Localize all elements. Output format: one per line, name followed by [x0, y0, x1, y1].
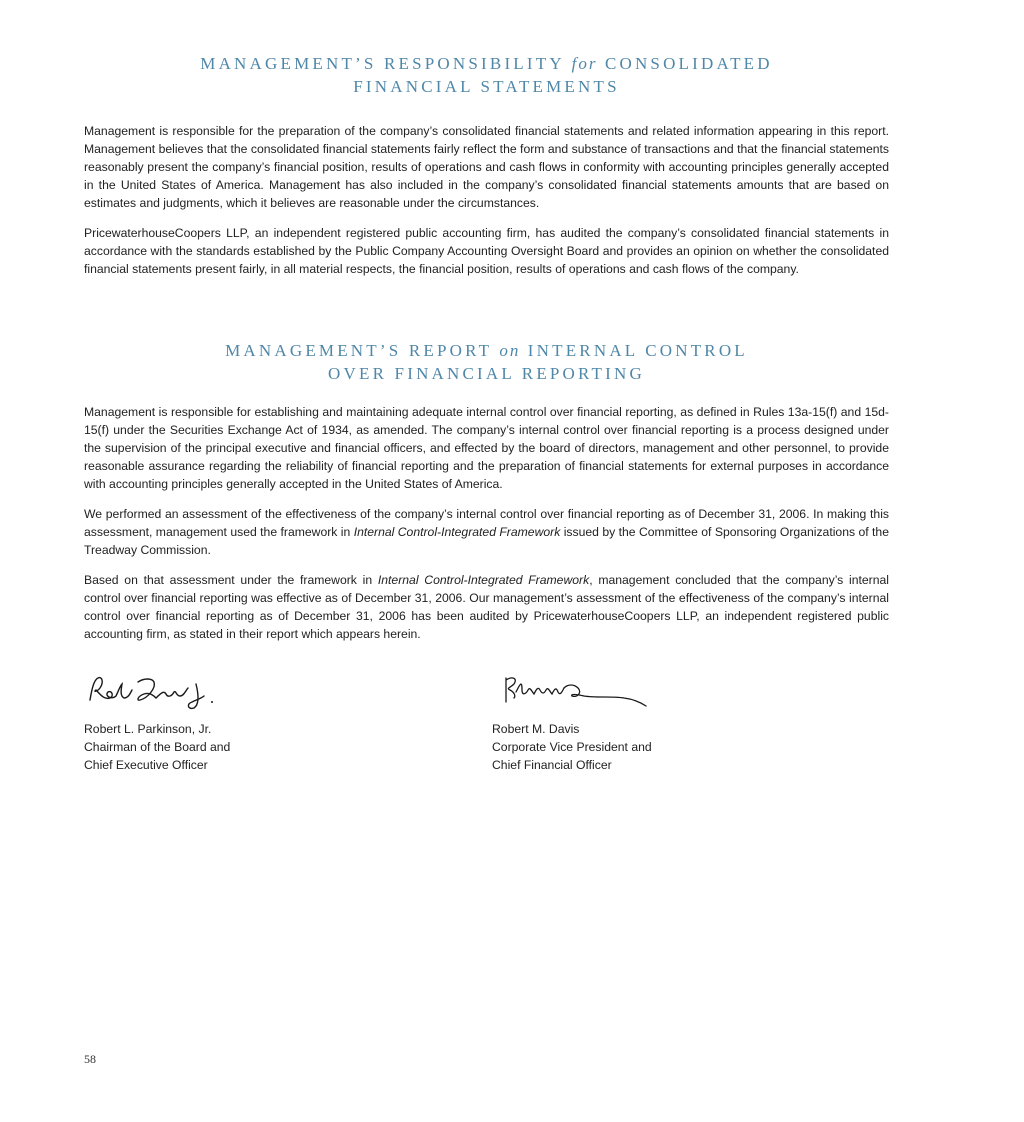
section2-paragraph-2 [84, 505, 889, 559]
signature-block-ceo [84, 670, 384, 774]
section1-heading-connector: for [571, 54, 598, 73]
section2-paragraph-2-text-a: We performed an assessment of the effectiveness of the company’s internal control over financial reporting as of December 31, 2006. In making this assessment, management used the framework in [84, 507, 889, 539]
signatory-title-line1: Chairman of the Board and [84, 740, 231, 754]
signatory-title-line2: Chief Executive Officer [84, 758, 208, 772]
section1-heading-part-b: CONSOLIDATED [604, 54, 773, 73]
signature-block-cfo [492, 670, 792, 774]
section2-paragraph-3-text-b: , management concluded that the company’s internal control over financial reporting was effective as of December 31, 2006. Our management’s assessment of the effectiveness of the company’s internal control over financial reporting as of December 31, 2006 has been audited by PricewaterhouseCoopers LLP, an independent registered public accounting firm, as stated in their report which appears herein. [84, 573, 889, 641]
section2-heading-part-a: MANAGEMENT’S REPORT [225, 341, 492, 360]
signatory-title-line1: Corporate Vice President and [492, 740, 652, 754]
signature-image-cfo [492, 670, 652, 712]
section2-heading-line1 [84, 339, 889, 362]
signatory-name: Robert M. Davis [492, 722, 580, 736]
signature-text-cfo [492, 720, 792, 774]
signatory-title-line2: Chief Financial Officer [492, 758, 612, 772]
section1-heading-line1 [84, 52, 889, 75]
section1-paragraph-2: PricewaterhouseCoopers LLP, an independent registered public accounting firm, has audited the company’s consolidated financial statements in accordance with the standards established by the Public Company Accounting Oversight Board and provides an opinion on whether the consolidated financial statements present fairly, in all material respects, the financial position, results of operations and cash flows of the company. [84, 226, 889, 276]
signature-image-ceo [84, 670, 224, 712]
section1-heading-line2: FINANCIAL STATEMENTS [353, 77, 620, 96]
framework-title-italic: Internal Control-Integrated Framework [353, 525, 561, 539]
section2-paragraph-2-text-b: issued by the Committee of Sponsoring Organizations of the Treadway Commission. [84, 525, 889, 557]
section2-heading-line2: OVER FINANCIAL REPORTING [328, 364, 645, 383]
signatory-name: Robert L. Parkinson, Jr. [84, 722, 212, 736]
section2-body [84, 403, 889, 643]
section1-heading [84, 52, 889, 98]
page-number: 58 [84, 1052, 96, 1066]
section1-body [84, 122, 889, 278]
section1-heading-part-a: MANAGEMENT’S RESPONSIBILITY [200, 54, 565, 73]
section2-paragraph-1: Management is responsible for establishing and maintaining adequate internal control over financial reporting, as defined in Rules 13a-15(f) and 15d-15(f) under the Securities Exchange Act of 1934, as amended. The company’s internal control over financial reporting is a process designed under the supervision of the principal executive and financial officers, and effected by the board of directors, management and other personnel, to provide reasonable assurance regarding the reliability of financial reporting and the preparation of financial statements for external purposes in accordance with accounting principles generally accepted in the United States of America. [84, 405, 889, 491]
section2-heading [84, 339, 889, 385]
section1-paragraph-1: Management is responsible for the preparation of the company’s consolidated financial statements and related information appearing in this report. Management believes that the consolidated financial statements fairly reflect the form and substance of transactions and that the financial statements reasonably present the company’s financial position, results of operations and cash flows in conformity with accounting principles generally accepted in the United States of America. Management has also included in the company’s consolidated financial statements amounts that are based on estimates and judgments, which it believes are reasonable under the circumstances. [84, 124, 889, 210]
section2-heading-part-b: INTERNAL CONTROL [527, 341, 748, 360]
section2-paragraph-3 [84, 571, 889, 643]
section2-heading-connector: on [499, 341, 521, 360]
framework-title-italic: Internal Control-Integrated Framework [377, 573, 590, 587]
section2-paragraph-3-text-a: Based on that assessment under the framework in [84, 573, 378, 587]
signature-text-ceo [84, 720, 384, 774]
